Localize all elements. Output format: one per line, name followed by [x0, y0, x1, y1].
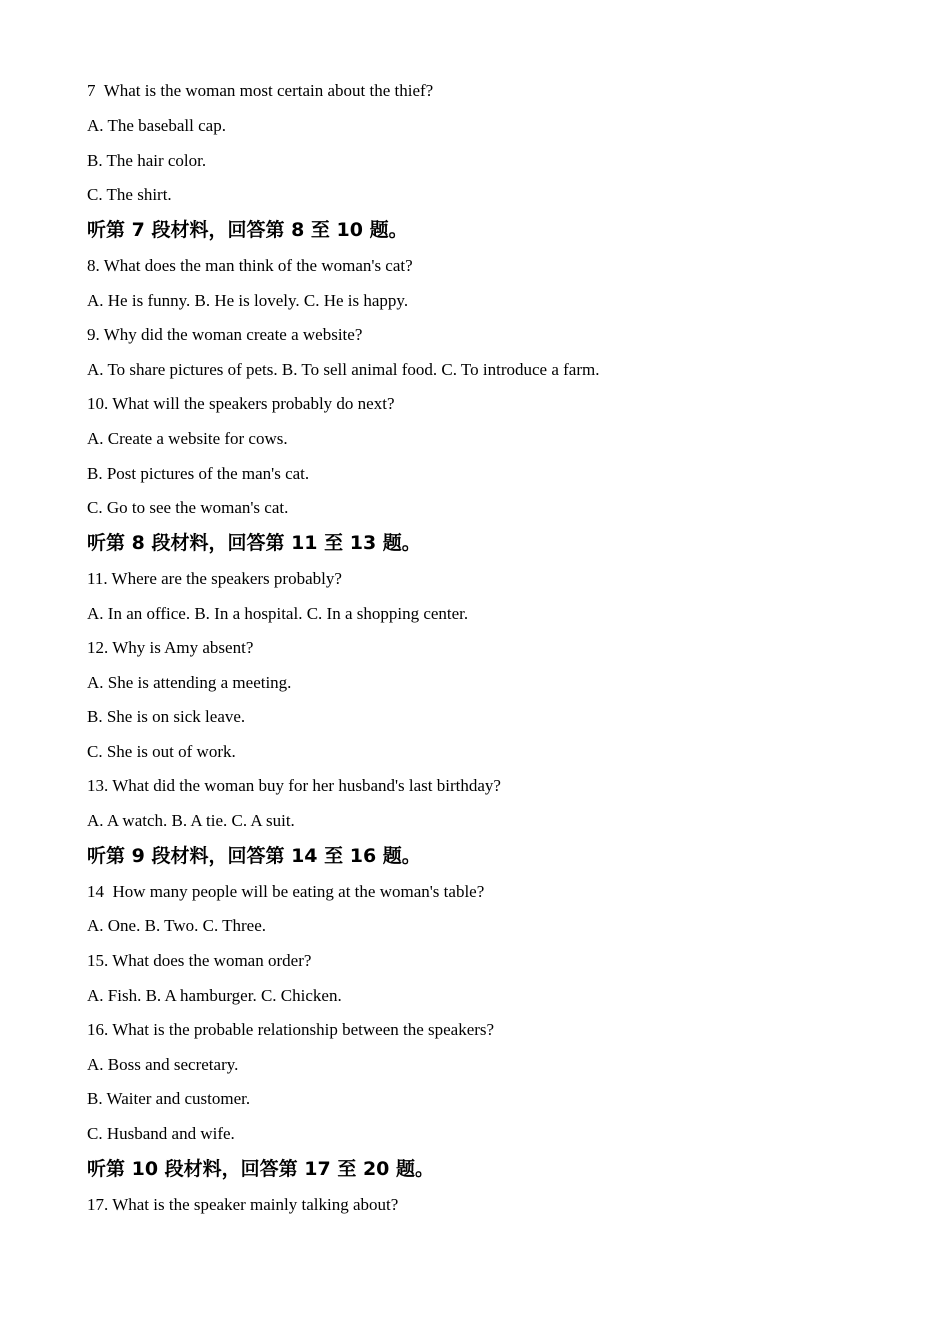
- question-12: 12. Why is Amy absent?: [87, 638, 254, 657]
- question-14: 14 How many people will be eating at the woman's table?: [87, 882, 485, 901]
- option-7a: A. The baseball cap.: [87, 116, 226, 135]
- option-7c: C. The shirt.: [87, 185, 172, 204]
- option-16a: A. Boss and secretary.: [87, 1055, 239, 1074]
- section-heading-10: 听第 10 段材料，回答第 17 至 20 题。: [87, 1158, 435, 1180]
- section-heading-7: 听第 7 段材料，回答第 8 至 10 题。: [87, 219, 408, 241]
- question-7: 7 What is the woman most certain about the thief?: [87, 81, 434, 100]
- question-10: 10. What will the speakers probably do next?: [87, 394, 395, 413]
- question-17: 17. What is the speaker mainly talking about?: [87, 1195, 399, 1214]
- section-heading-9: 听第 9 段材料，回答第 14 至 16 题。: [87, 845, 421, 867]
- options-15: A. Fish. B. A hamburger. C. Chicken.: [87, 986, 342, 1005]
- options-8: A. He is funny. B. He is lovely. C. He is happy.: [87, 291, 409, 310]
- question-9: 9. Why did the woman create a website?: [87, 325, 363, 344]
- options-13: A. A watch. B. A tie. C. A suit.: [87, 811, 295, 830]
- option-12c: C. She is out of work.: [87, 742, 236, 761]
- question-11: 11. Where are the speakers probably?: [87, 569, 342, 588]
- options-14: A. One. B. Two. C. Three.: [87, 916, 267, 935]
- option-12b: B. She is on sick leave.: [87, 707, 246, 726]
- option-12a: A. She is attending a meeting.: [87, 673, 292, 692]
- option-7b: B. The hair color.: [87, 151, 207, 170]
- question-13: 13. What did the woman buy for her husband's last birthday?: [87, 776, 501, 795]
- option-10b: B. Post pictures of the man's cat.: [87, 464, 310, 483]
- option-16b: B. Waiter and customer.: [87, 1089, 251, 1108]
- question-15: 15. What does the woman order?: [87, 951, 312, 970]
- option-16c: C. Husband and wife.: [87, 1124, 235, 1143]
- question-8: 8. What does the man think of the woman's cat?: [87, 256, 413, 275]
- option-10a: A. Create a website for cows.: [87, 429, 288, 448]
- question-16: 16. What is the probable relationship between the speakers?: [87, 1020, 495, 1039]
- options-9: A. To share pictures of pets. B. To sell animal food. C. To introduce a farm.: [87, 360, 600, 379]
- section-heading-8: 听第 8 段材料，回答第 11 至 13 题。: [87, 532, 421, 554]
- option-10c: C. Go to see the woman's cat.: [87, 498, 289, 517]
- options-11: A. In an office. B. In a hospital. C. In a shopping center.: [87, 604, 469, 623]
